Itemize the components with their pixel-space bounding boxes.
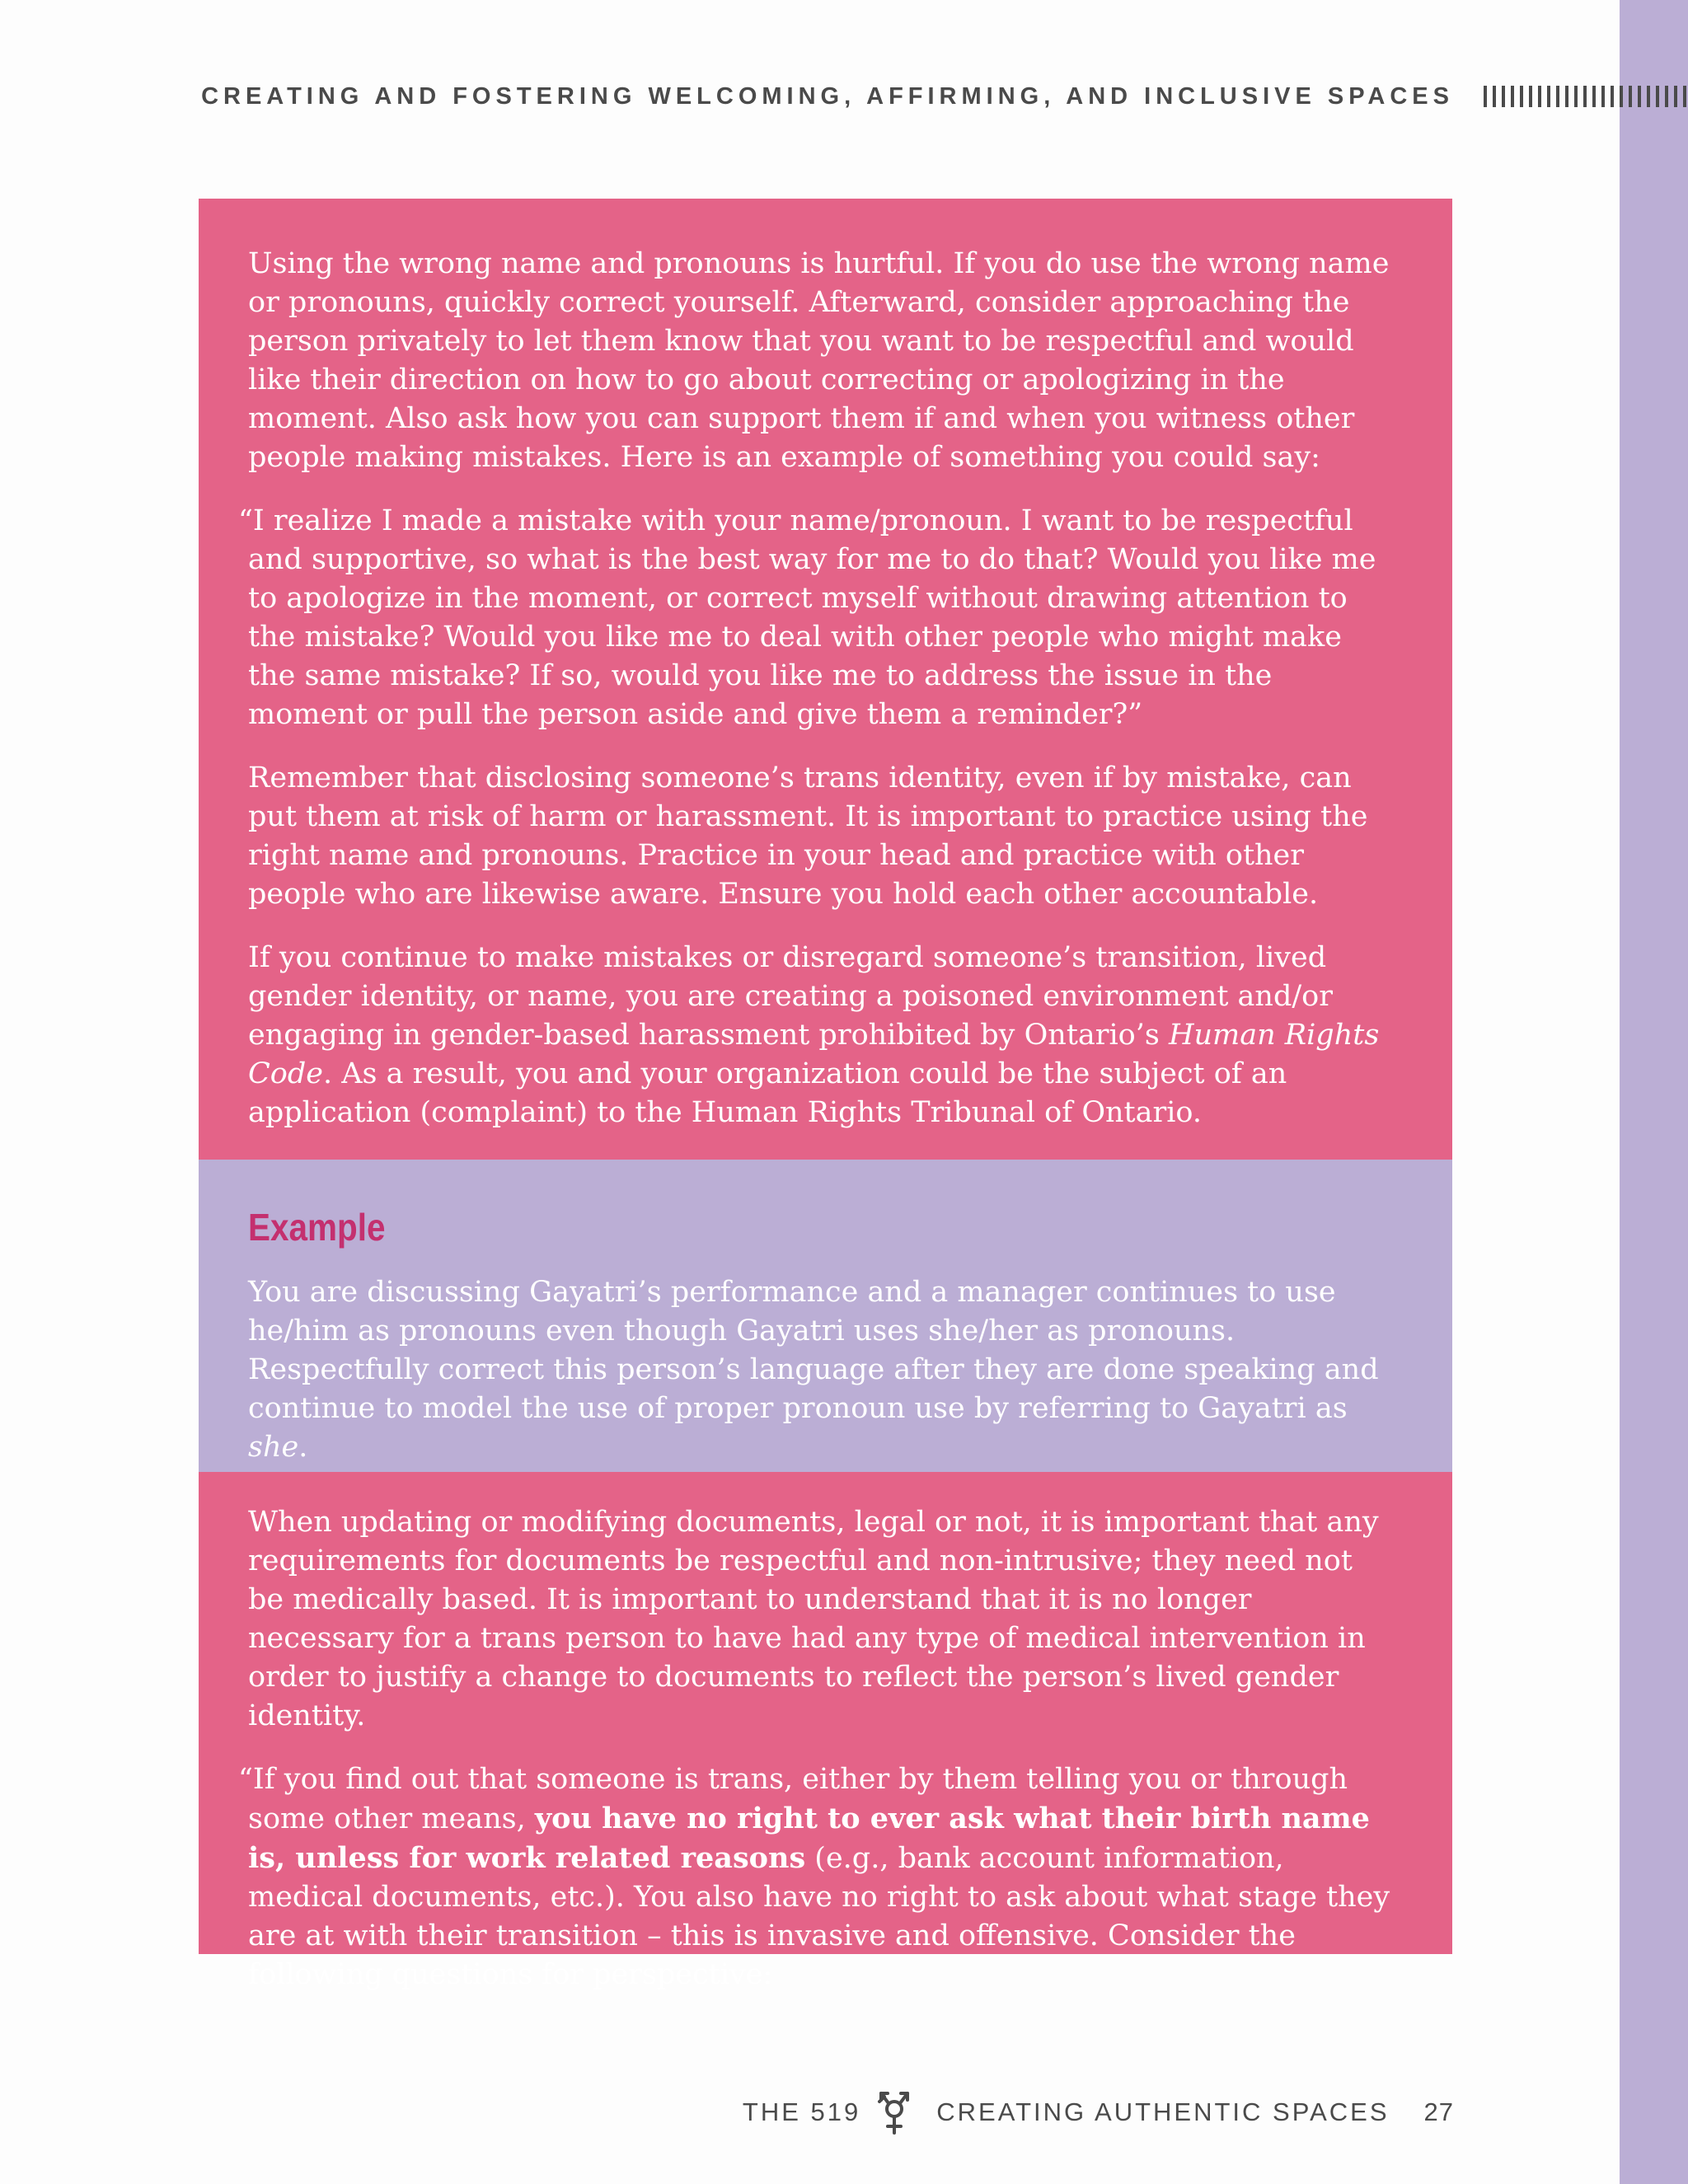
example-italic-she: she [248,1431,299,1464]
example-paragraph [248,1273,1393,1467]
example-heading: Example [248,1206,386,1249]
page-number: 27 [1423,2097,1454,2126]
harassment-text-end: . As a result, you and your organization could be the subject of an application (complaint) to the Human Rights Tribunal of Ontario. [248,1057,1287,1129]
header-tick-marks [1484,86,1688,107]
running-header [201,82,1454,110]
apology-quote: “I realize I made a mistake with your name/pronoun. I want to be respectful and supportive, so what is the best way for me to do that? Would you like me to apologize in the moment, or correct myself without drawing attention to the mistake? Would you like me to deal with other people who might make the same mistake? If so, would you like me to address the issue in the moment or pull the person aside and give them a reminder?” [238,504,1376,731]
example-text-start: You are discussing Gayatri’s performance and a manager continues to use he/him as pronouns even though Gayatri uses she/her as pronouns. Respectfully correct this person’s language after they are done speaking and continue to model the use of proper pronoun use by referring to Gayatri as [248,1276,1379,1425]
harassment-paragraph [248,939,1393,1132]
pronoun-mistakes-box [199,199,1452,1160]
documents-paragraph: When updating or modifying documents, legal or not, it is important that any requirements for documents be respectful and non-intrusive; they need not be medically based. It is important to understand that it is no longer necessary for a trans person to have had any type of medical intervention in order to justify a change to documents to reflect the person’s lived gender identity. [248,1506,1379,1732]
human-rights-code-title: Human Rights Code [248,1019,1380,1090]
footer-org: THE 519 [742,2097,861,2126]
birth-name-bold-text: you have no right to ever ask what their birth name is, unless for work related reasons [248,1802,1370,1875]
page-footer [742,2094,1454,2130]
example-box [199,1160,1452,1472]
running-header-title: CREATING AND FOSTERING WELCOMING, AFFIRMING, AND INCLUSIVE SPACES [201,82,1454,110]
birth-name-quote [238,1760,1393,1994]
example-text-end: . [298,1431,308,1464]
birth-name-text-end: (e.g., bank account information, medical documents, etc.). You also have no right to ask about what stage they are at with their transition – this is invasive and offensive. Consider the following questions for perspective: [248,1842,1390,1991]
side-color-strip [1620,0,1688,2184]
documents-box [199,1472,1452,1991]
mistakes-paragraph: Using the wrong name and pronouns is hurtful. If you do use the wrong name or pronouns, quickly correct yourself. Afterward, consider approaching the person privately to let them know that you want to be respectful and would like their direction on how to go about correcting or apologizing in the moment. Also ask how you can support them if and when you witness other people making mistakes. Here is an example of something you could say: [248,247,1390,474]
transgender-symbol-icon [877,2089,912,2135]
harassment-text-start: If you continue to make mistakes or disregard someone’s transition, lived gender identity, or name, you are creating a poisoned environment and/or engaging in gender-based harassment prohibited by Ontario’s [248,941,1333,1052]
birth-name-text-start: “If you find out that someone is trans, either by them telling you or through some other means, [238,1763,1348,1835]
disclosure-paragraph: Remember that disclosing someone’s trans identity, even if by mistake, can put them at risk of harm or harassment. It is important to practice using the right name and pronouns. Practice in your head and practice with other people who are likewise aware. Ensure you hold each other accountable. [248,762,1368,911]
footer-title: CREATING AUTHENTIC SPACES [936,2097,1390,2126]
